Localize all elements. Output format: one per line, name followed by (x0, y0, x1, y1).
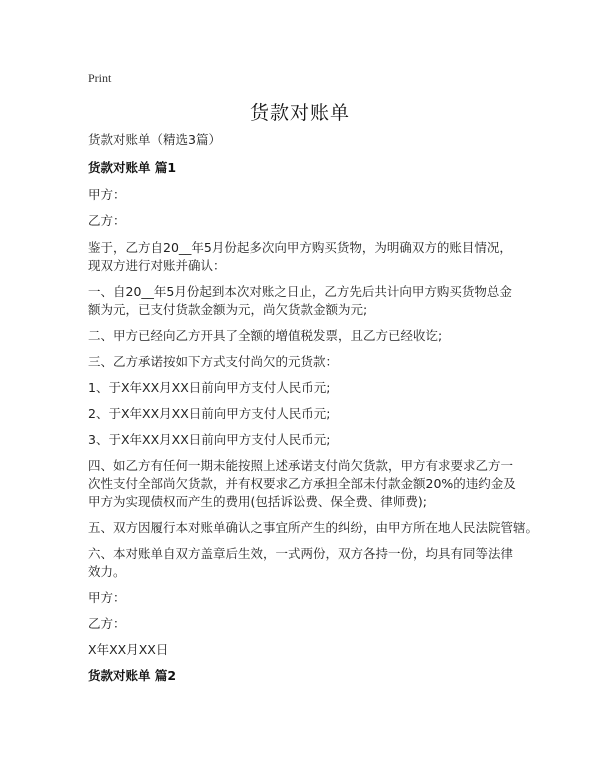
print-link[interactable]: Print (88, 71, 112, 85)
payment-item-3: 3、于X年XX月XX日前向甲方支付人民币元; (88, 432, 331, 447)
clause-6: 六、本对账单自双方盖章后生效，一式两份，双方各持一份，均具有同等法律效力。 (88, 546, 514, 579)
document-subtitle: 货款对账单（精选3篇） (88, 132, 221, 147)
section-heading-2: 货款对账单 篇2 (88, 668, 177, 683)
clause-2: 二、甲方已经向乙方开具了全额的增值税发票，且乙方已经收讫; (88, 328, 443, 343)
clause-3: 三、乙方承诺按如下方式支付尚欠的元货款： (88, 354, 339, 369)
signature-party-a: 甲方： (88, 590, 126, 605)
payment-item-1: 1、于X年XX月XX日前向甲方支付人民币元; (88, 380, 331, 395)
intro-paragraph: 鉴于，乙方自20__年5月份起多次向甲方购买货物，为明确双方的账目情况，现双方进行对账并确认： (88, 240, 512, 273)
section-heading-1: 货款对账单 篇1 (88, 160, 177, 175)
payment-item-2: 2、于X年XX月XX日前向甲方支付人民币元; (88, 406, 331, 421)
clause-1: 一、自20__年5月份起到本次对账之日止，乙方先后共计向甲方购买货物总金额为元，已支付货款金额为元，尚欠货款金额为元; (88, 284, 512, 317)
clause-4: 四、如乙方有任何一期未能按照上述承诺支付尚欠货款，甲方有求要求乙方一次性支付全部尚欠货款，并有权要求乙方承担全部未付款金额20%的违约金及甲方为实现债权而产生的费用(包括诉讼费、保全费、律师费); (88, 458, 516, 509)
party-b-label: 乙方： (88, 213, 126, 228)
signature-party-b: 乙方： (88, 616, 126, 631)
document-title: 货款对账单 (249, 102, 350, 124)
party-a-label: 甲方： (88, 187, 126, 202)
signature-date: X年XX月XX日 (88, 642, 169, 657)
clause-5: 五、双方因履行本对账单确认之事宜所产生的纠纷，由甲方所在地人民法院管辖。 (88, 520, 539, 535)
